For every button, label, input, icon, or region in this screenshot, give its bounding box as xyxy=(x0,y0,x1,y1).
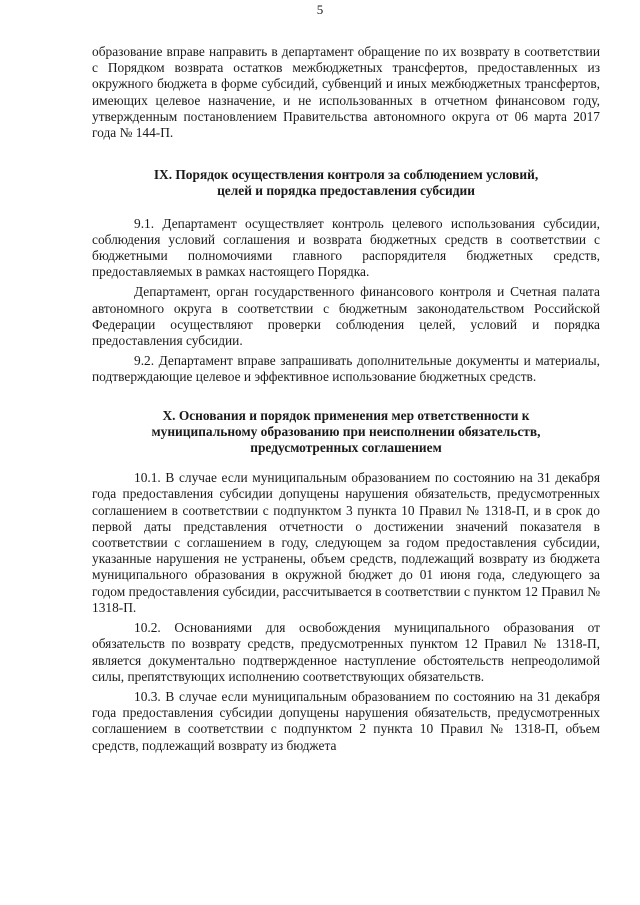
paragraph-9-1-cont: Департамент, орган государственного финансового контроля и Счетная палата автономного округа в соответствии с бюджетным законодательством Российской Федерации осуществляют проверки соблюдения целей, условий и порядка предоставления субсидии. xyxy=(92,284,600,349)
section-ix-heading-line1: IX. Порядок осуществления контроля за соблюдением условий, xyxy=(153,167,539,183)
paragraph-9-2: 9.2. Департамент вправе запрашивать дополнительные документы и материалы, подтверждающие целевое и эффективное использование бюджетных средств. xyxy=(92,353,600,385)
section-ix-heading xyxy=(92,167,600,199)
intro-paragraph: образование вправе направить в департамент обращение по их возврату в соответствии с Порядком возврата остатков межбюджетных трансфертов, предоставленных из окружного бюджета в форме субсидий, субвенций и иных межбюджетных трансфертов, имеющих целевое назначение, и не использованных в отчетном финансовом году, утвержденным постановлением Правительства автономного округа от 06 марта 2017 года № 144-П. xyxy=(92,44,600,141)
section-x-heading-line3: предусмотренных соглашением xyxy=(250,440,442,456)
paragraph-10-3: 10.3. В случае если муниципальным образованием по состоянию на 31 декабря года предоставления субсидии допущены нарушения обязательств, предусмотренных соглашением в соответствии с подпунктом 2 пункта 10 Правил № 1318-П, объем средств, подлежащий возврату из бюджета xyxy=(92,688,600,753)
paragraph-10-2: 10.2. Основаниями для освобождения муниципального образования от обязательств по возврату средств, предусмотренных пунктом 12 Правил № 1318-П, является документально подтвержденное наступление обстоятельств непреодолимой силы, препятствующих исполнению соответствующих обязательств. xyxy=(92,620,600,684)
section-x-heading-line2: муниципальному образованию при неисполнении обязательств, xyxy=(151,423,541,439)
paragraph-9-1: 9.1. Департамент осуществляет контроль целевого использования субсидии, соблюдения условий соглашения и возврата бюджетных средств в соответствии с бюджетными полномочиями главного распорядителя бюджетных средств, предоставляемых в рамках настоящего Порядка. xyxy=(92,215,600,280)
paragraph-10-1: 10.1. В случае если муниципальным образованием по состоянию на 31 декабря года предоставления субсидии допущены нарушения обязательств, предусмотренных соглашением в соответствии с подпунктом 3 пункта 10 Правил № 1318-П, и в срок до первой даты представления отчетности о достижении значений показателя в соответствии с соглашением в году, следующем за годом предоставления субсидии, указанные нарушения не устранены, объем средств, подлежащий возврату из бюджета муниципального образования в окружной бюджет до 01 июня года, следующего за годом предоставления субсидии, рассчитывается в соответствии с пунктом 12 Правил № 1318-П. xyxy=(92,470,600,615)
section-ix-heading-line2: целей и порядка предоставления субсидии xyxy=(217,183,475,199)
page-number: 5 xyxy=(316,2,324,17)
document-body xyxy=(92,44,600,754)
section-x-heading-line1: X. Основания и порядок применения мер ответственности к xyxy=(162,407,530,423)
section-x-heading xyxy=(92,408,600,457)
